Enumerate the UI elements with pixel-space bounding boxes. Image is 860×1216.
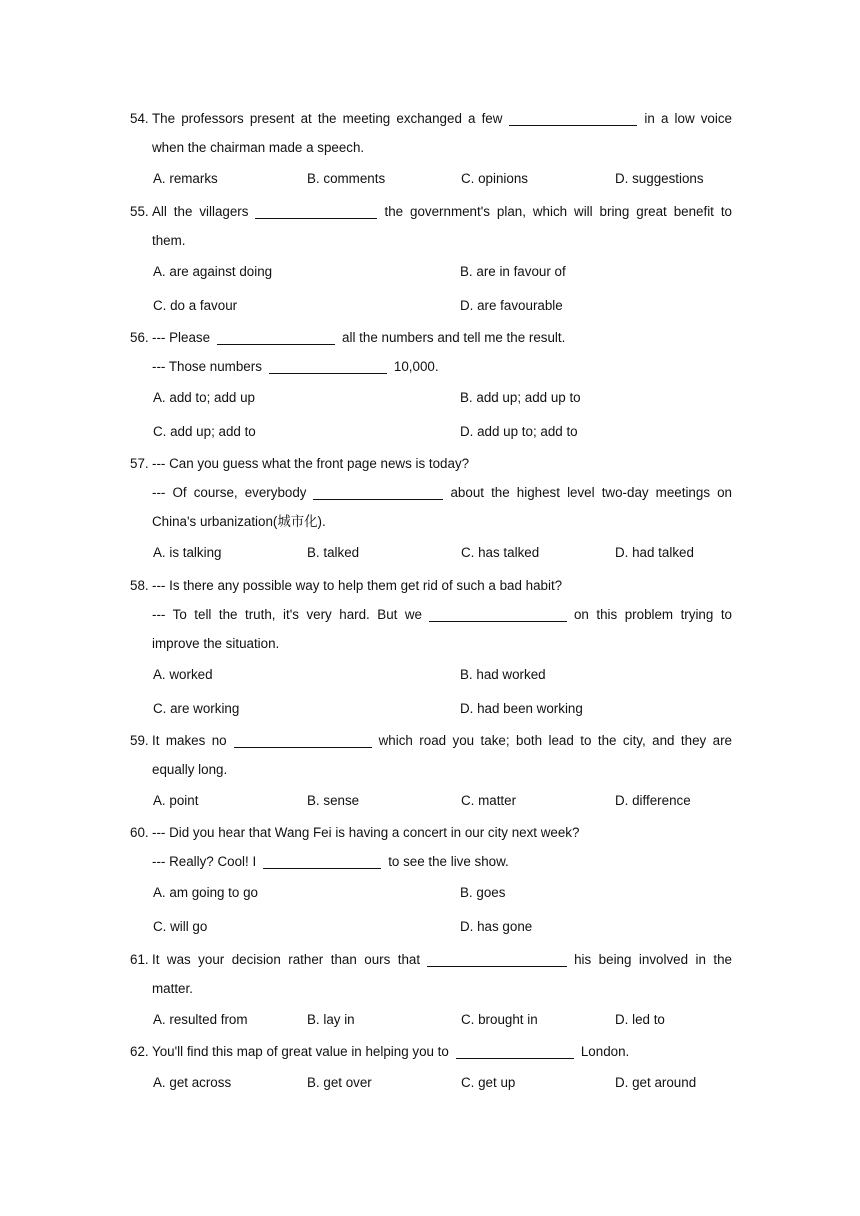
options-row — [130, 536, 732, 570]
answer-blank — [269, 359, 387, 374]
question-number: 58. — [130, 578, 149, 593]
options-row — [130, 255, 732, 289]
options-row — [130, 289, 732, 323]
stem-continuation — [130, 507, 732, 536]
option-a: A. get across — [153, 1075, 232, 1090]
option-d: D. add up to; add to — [460, 424, 578, 439]
option-a: A. resulted from — [153, 1012, 248, 1027]
question-number: 57. — [130, 456, 149, 471]
answer-blank — [429, 607, 567, 622]
option-b: B. had worked — [460, 667, 546, 682]
question-stem — [130, 323, 732, 352]
options-row — [130, 381, 732, 415]
option-b: B. add up; add up to — [460, 390, 581, 405]
option-d: D. had been working — [460, 701, 583, 716]
stem-continuation: improve the situation. — [152, 636, 280, 651]
stem-text: All the villagers — [152, 204, 249, 219]
option-a: A. am going to go — [153, 885, 258, 900]
stem-text: all the numbers and tell me the result. — [342, 330, 566, 345]
option-b: B. goes — [460, 885, 506, 900]
options-row — [130, 876, 732, 910]
question-58 — [130, 571, 732, 726]
option-a: A. remarks — [153, 171, 218, 186]
option-a: A. add to; add up — [153, 390, 255, 405]
option-c: C. opinions — [461, 171, 528, 186]
option-c: C. matter — [461, 793, 517, 808]
option-c: C. will go — [153, 919, 208, 934]
stem-text: It was your decision rather than ours that — [152, 952, 421, 967]
stem-continuation: when the chairman made a speech. — [152, 140, 365, 155]
option-d: D. had talked — [615, 545, 694, 560]
question-56 — [130, 323, 732, 449]
option-c: C. has talked — [461, 545, 540, 560]
option-c: C. do a favour — [153, 298, 238, 313]
question-number: 56. — [130, 330, 149, 345]
question-stem — [130, 945, 732, 974]
options-row — [130, 1003, 732, 1037]
options-row — [130, 784, 732, 818]
stem-text: The professors present at the meeting exchanged a few — [152, 111, 503, 126]
option-d: D. has gone — [460, 919, 533, 934]
option-c: C. are working — [153, 701, 240, 716]
question-number: 55. — [130, 204, 149, 219]
stem-continuation: equally long. — [152, 762, 228, 777]
question-stem — [130, 1037, 732, 1066]
answer-blank — [509, 111, 637, 126]
options-row — [130, 1066, 732, 1100]
stem-text: on this problem trying to — [573, 607, 732, 622]
question-number: 61. — [130, 952, 149, 967]
question-60 — [130, 818, 732, 944]
question-stem — [130, 726, 732, 755]
option-a: A. point — [153, 793, 199, 808]
stem-text: 10,000. — [393, 359, 439, 374]
stem-text: to see the live show. — [388, 854, 509, 869]
stem-text: --- Really? Cool! I — [152, 854, 257, 869]
question-61 — [130, 945, 732, 1037]
stem-continuation: matter. — [152, 981, 193, 996]
answer-blank — [313, 485, 443, 500]
option-d: D. led to — [615, 1012, 665, 1027]
answer-blank — [263, 854, 381, 869]
dialogue-line — [130, 600, 732, 629]
option-a: A. are against doing — [153, 264, 273, 279]
stem-text: --- Those numbers — [152, 359, 262, 374]
question-62 — [130, 1037, 732, 1100]
option-c: C. get up — [461, 1075, 516, 1090]
stem-text: his being involved in the — [574, 952, 732, 967]
stem-text: China's urbanization( — [152, 514, 278, 529]
stem-text: which road you take; both lead to the city, and they are — [378, 733, 732, 748]
answer-blank — [234, 733, 372, 748]
question-57 — [130, 449, 732, 570]
question-number: 54. — [130, 111, 149, 126]
option-b: B. talked — [307, 545, 360, 560]
chinese-gloss: 城市化 — [277, 515, 318, 530]
option-d: D. suggestions — [615, 171, 704, 186]
dialogue-line — [130, 478, 732, 507]
question-stem — [130, 571, 732, 600]
question-stem — [130, 197, 732, 226]
question-number: 59. — [130, 733, 149, 748]
answer-blank — [217, 330, 335, 345]
stem-text: the government's plan, which will bring great benefit to — [384, 204, 732, 219]
question-55 — [130, 197, 732, 323]
option-b: B. comments — [307, 171, 386, 186]
question-stem — [130, 449, 732, 478]
option-c: C. brought in — [461, 1012, 538, 1027]
options-row — [130, 162, 732, 196]
question-stem — [130, 104, 732, 133]
stem-text: --- Did you hear that Wang Fei is having a concert in our city next week? — [152, 825, 580, 840]
option-b: B. lay in — [307, 1012, 355, 1027]
stem-text: It makes no — [152, 733, 227, 748]
question-54 — [130, 104, 732, 196]
stem-text: in a low voice — [644, 111, 732, 126]
stem-text: --- Please — [152, 330, 211, 345]
dialogue-line — [130, 352, 732, 381]
answer-blank — [427, 952, 567, 967]
option-d: D. difference — [615, 793, 691, 808]
option-c: C. add up; add to — [153, 424, 256, 439]
option-d: D. are favourable — [460, 298, 563, 313]
dialogue-line — [130, 847, 732, 876]
option-b: B. are in favour of — [460, 264, 566, 279]
option-d: D. get around — [615, 1075, 697, 1090]
options-row — [130, 910, 732, 944]
question-number: 60. — [130, 825, 149, 840]
options-row — [130, 692, 732, 726]
option-a: A. worked — [153, 667, 213, 682]
stem-text: ). — [317, 514, 326, 529]
option-b: B. sense — [307, 793, 360, 808]
option-a: A. is talking — [153, 545, 222, 560]
answer-blank — [255, 204, 377, 219]
option-b: B. get over — [307, 1075, 372, 1090]
options-row — [130, 415, 732, 449]
answer-blank — [456, 1044, 574, 1059]
stem-continuation: them. — [152, 233, 186, 248]
question-number: 62. — [130, 1044, 149, 1059]
stem-text: about the highest level two-day meetings on — [450, 485, 732, 500]
stem-text: --- To tell the truth, it's very hard. But we — [152, 607, 422, 622]
stem-text: London. — [580, 1044, 630, 1059]
question-stem — [130, 818, 732, 847]
stem-text: --- Is there any possible way to help them get rid of such a bad habit? — [152, 578, 563, 593]
stem-text: You'll find this map of great value in helping you to — [152, 1044, 449, 1059]
question-59 — [130, 726, 732, 818]
stem-text: --- Can you guess what the front page news is today? — [152, 456, 470, 471]
options-row — [130, 658, 732, 692]
stem-text: --- Of course, everybody — [152, 485, 307, 500]
